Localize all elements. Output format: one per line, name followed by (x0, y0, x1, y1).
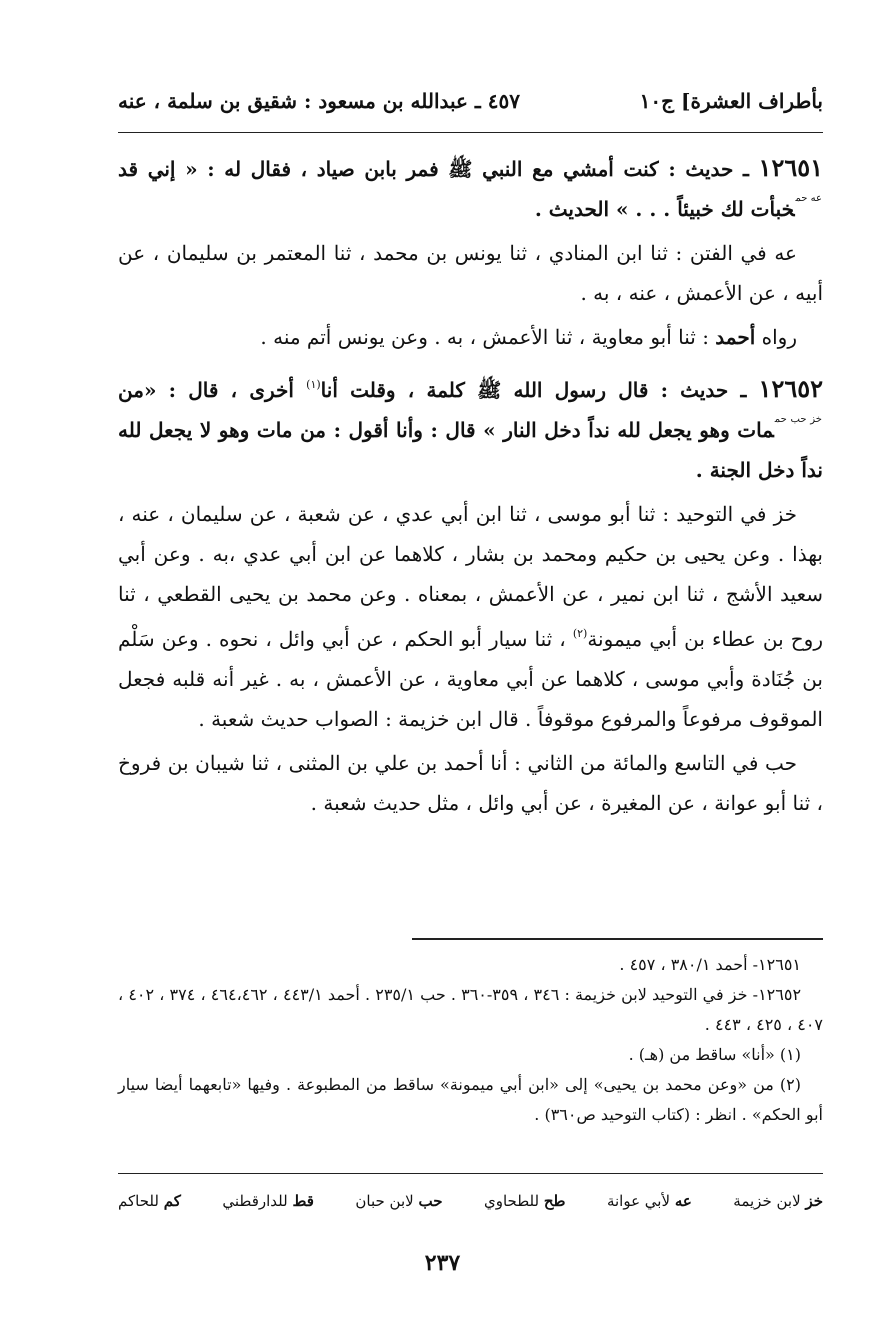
legend-abbr: كم (163, 1192, 181, 1210)
source-chain: : ثنا أبو معاوية ، ثنا الأعمش ، به . وعن يونس أتم منه . (260, 325, 716, 349)
source-line: حب في التاسع والمائة من الثاني : أنا أحمد بن علي بن المثنى ، ثنا شيبان بن فروخ ، ثنا أبو عوانة ، عن المغيرة ، عن أبي وائل ، مثل حديث شعبة . (118, 751, 823, 815)
hadith-matn-cont: أخرى ، قال : «من (118, 378, 307, 402)
footnote: ١٢٦٥١- أحمد ٣٨٠/١ ، ٤٥٧ . (619, 955, 801, 974)
chapter-title: ٤٥٧ ـ عبدالله بن مسعود : شقيق بن سلمة ، عنه (118, 89, 520, 113)
legend-name: للطحاوي (483, 1192, 540, 1210)
source-line: عه في الفتن : ثنا ابن المنادي ، ثنا يونس بن محمد ، ثنا المعتمر بن سليمان ، عن أبيه ، عن الأعمش ، عنه ، به . (118, 241, 823, 305)
hadith-text (118, 365, 823, 490)
hadith-matn-end: خبأت لك خبيئاً . . . » الحديث . (534, 197, 795, 221)
source-name: أحمد (715, 325, 756, 349)
source-sigla: عه حم (795, 193, 822, 204)
legend-name: لأبي عوانة (606, 1192, 671, 1210)
legend-item (222, 1192, 314, 1210)
footnotes (118, 950, 823, 1130)
footnote: (١) «أنا» ساقط من (هـ) . (628, 1045, 801, 1064)
footnote-ref: (٢) (572, 627, 588, 640)
hadith-matn-end: مات وهو يجعل لله نداً دخل النار » قال : وأنا أقول : من مات وهو لا يجعل لله نداً دخل الجنة . (118, 418, 823, 482)
legend-item (733, 1192, 823, 1210)
legend-item (118, 1192, 181, 1210)
source-prefix: رواه (755, 325, 797, 349)
hadith-text (118, 148, 823, 229)
legend-abbr: طح (543, 1192, 566, 1210)
footnote: (٢) من «وعن محمد بن يحيى» إلى «ابن أبي ميمونة» ساقط من المطبوعة . وفيها «تابعهما أيضا سيار أبو الحكم» . انظر : (كتاب التوحيد ص٣٦٠) . (118, 1075, 823, 1124)
legend-name: للدارقطني (222, 1192, 288, 1210)
footnote-divider (412, 938, 823, 940)
legend-abbr: قط (292, 1192, 314, 1210)
source-sigla: خز حب حم (774, 414, 822, 425)
legend-item (355, 1192, 442, 1210)
hadith-entry-12651 (118, 148, 823, 357)
hadith-matn: ـ حديث : قال رسول الله ﷺ كلمة ، وقلت أنا (320, 378, 759, 402)
legend-name: لابن حبان (355, 1192, 414, 1210)
legend-abbr: حب (418, 1192, 443, 1210)
legend-abbr: خز (805, 1192, 823, 1210)
legend-abbr: عه (674, 1192, 692, 1210)
book-title: بأطراف العشرة] ج١٠ (639, 89, 823, 113)
hadith-matn: ـ حديث : كنت أمشي مع النبي ﷺ فمر بابن صياد ، فقال له : « إني قد (118, 157, 759, 181)
source-chain: خز في التوحيد : ثنا أبو موسى ، ثنا ابن أبي عدي ، عن شعبة ، عن سليمان ، عنه ، بهذا . وعن يحيى بن حكيم ومحمد بن بشار ، كلاهما عن ابن أبي عدي ،به . وعن أبي سعيد الأشج ، ثنا ابن نمير ، عن الأعمش ، بمعناه . وعن محمد بن يحيى القطعي ، ثنا روح بن عطاء بن أبي ميمونة (118, 502, 823, 651)
abbreviation-legend (118, 1186, 823, 1216)
hadith-entry-12652 (118, 365, 823, 823)
source-line (118, 494, 823, 739)
running-header (118, 86, 823, 116)
hadith-number: ١٢٦٥٢ (758, 374, 823, 403)
legend-name: لابن خزيمة (733, 1192, 801, 1210)
main-text (118, 148, 823, 831)
page-number: ٢٣٧ (424, 1250, 461, 1276)
footnote: ١٢٦٥٢- خز في التوحيد لابن خزيمة : ٣٤٦ ، ٣٥٩-٣٦٠ . حب ٢٣٥/١ . أحمد ٤٤٣/١ ، ٤٦٤،٤٦٢ ، ٣٧٤ ، ٤٠٢ ، ٤٠٧ ، ٤٢٥ ، ٤٤٣ . (118, 985, 823, 1034)
legend-item (607, 1192, 692, 1210)
legend-divider (118, 1173, 823, 1174)
header-divider (118, 132, 823, 133)
legend-name: للحاكم (118, 1192, 159, 1210)
source-chain-cont: ، ثنا سيار أبو الحكم ، عن أبي وائل ، نحوه . وعن سَلْم بن جُنَادة وأبي موسى ، كلاهما عن أبي معاوية ، عن الأعمش ، به . غير أنه قلبه فجعل الموقوف مرفوعاً والمرفوع موقوفاً . قال ابن خزيمة : الصواب حديث شعبة . (118, 627, 823, 731)
footnote-ref: (١) (306, 378, 321, 391)
source-line (118, 317, 823, 357)
legend-item (484, 1192, 565, 1210)
hadith-number: ١٢٦٥١ (758, 153, 823, 182)
